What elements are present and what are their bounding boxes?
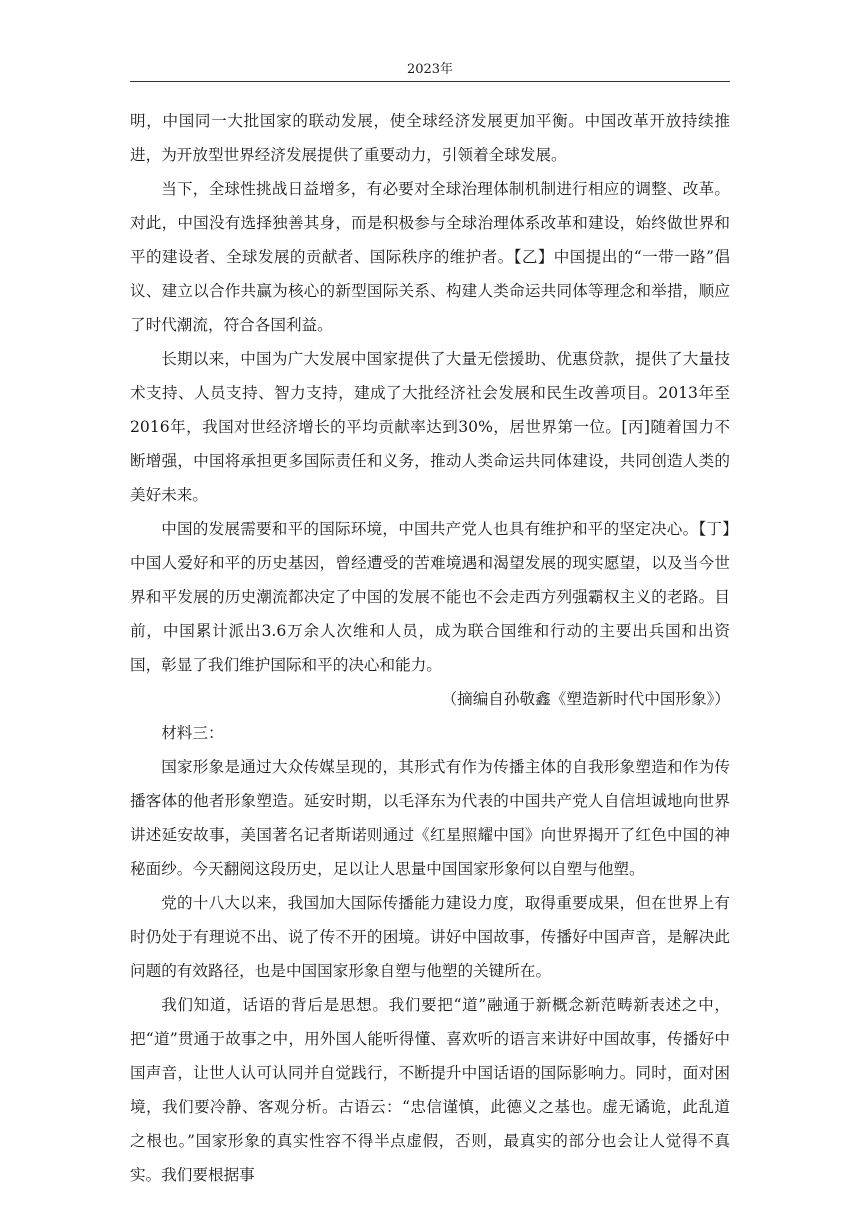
- paragraph-continuation: 明，中国同一大批国家的联动发展，使全球经济发展更加平衡。中国改革开放持续推进，为开放型世界经济发展提供了重要动力，引领着全球发展。: [130, 112, 730, 164]
- paragraph-national-image: 国家形象是通过大众传媒呈现的，其形式有作为传播主体的自我形象塑造和作为传播客体的他者形象塑造。延安时期，以毛泽东为代表的中国共产党人自信坦诚地向世界讲述延安故事，美国著名记者斯诺则通过《红星照耀中国》向世界揭开了红色中国的神秘面纱。今天翻阅这段历史，足以让人思量中国国家形象何以自塑与他塑。: [130, 758, 730, 878]
- paragraph-peace: 中国的发展需要和平的国际环境，中国共产党人也具有维护和平的坚定决心。【丁】中国人爱好和平的历史基因，曾经遭受的苦难境遇和渴望发展的现实愿望，以及当今世界和平发展的历史潮流都决定了中国的发展不能也不会走西方列强霸权主义的老路。目前，中国累计派出3.6万余人次维和人员，成为联合国维和行动的主要出兵国和出资国，彰显了我们维护国际和平的决心和能力。: [130, 520, 730, 674]
- paragraph-discourse: 我们知道，话语的背后是思想。我们要把“道”融通于新概念新范畴新表述之中，把“道”贯通于故事之中，用外国人能听得懂、喜欢听的语言来讲好中国故事，传播好中国声音，让世人认可认同并自觉践行，不断提升中国话语的国际影响力。同时，面对困境，我们要冷静、客观分析。古语云：“忠信谨慎，此德义之基也。虚无谲诡，此乱道之根也。”国家形象的真实性容不得半点虚假，否则，最真实的部分也会让人觉得不真实。我们要根据事: [130, 996, 730, 1184]
- material-three-heading: 材料三：: [161, 724, 224, 742]
- paragraph-communication: 党的十八大以来，我国加大国际传播能力建设力度，取得重要成果，但在世界上有时仍处于有理说不出、说了传不开的困境。讲好中国故事，传播好中国声音，是解决此问题的有效路径，也是中国国家形象自塑与他塑的关键所在。: [130, 894, 730, 980]
- paragraph-development-aid: 长期以来，中国为广大发展中国家提供了大量无偿援助、优惠贷款，提供了大量技术支持、人员支持、智力支持，建成了大批经济社会发展和民生改善项目。2013年至2016年，我国对世经济增长的平均贡献率达到30%，居世界第一位。[丙]随着国力不断增强，中国将承担更多国际责任和义务，推动人类命运共同体建设，共同创造人类的美好未来。: [130, 350, 730, 504]
- source-citation: （摘编自孙敬鑫《塑造新时代中国形象》）: [441, 690, 730, 708]
- header-divider: [130, 81, 730, 82]
- page-header: 2023年: [406, 62, 454, 77]
- paragraph-global-governance: 当下，全球性挑战日益增多，有必要对全球治理体制机制进行相应的调整、改革。对此，中国没有选择独善其身，而是积极参与全球治理体系改革和建设，始终做世界和平的建设者、全球发展的贡献者、国际秩序的维护者。【乙】中国提出的“一带一路”倡议、建立以合作共赢为核心的新型国际关系、构建人类命运共同体等理念和举措，顺应了时代潮流，符合各国利益。: [130, 180, 730, 334]
- document-body: [130, 104, 730, 1192]
